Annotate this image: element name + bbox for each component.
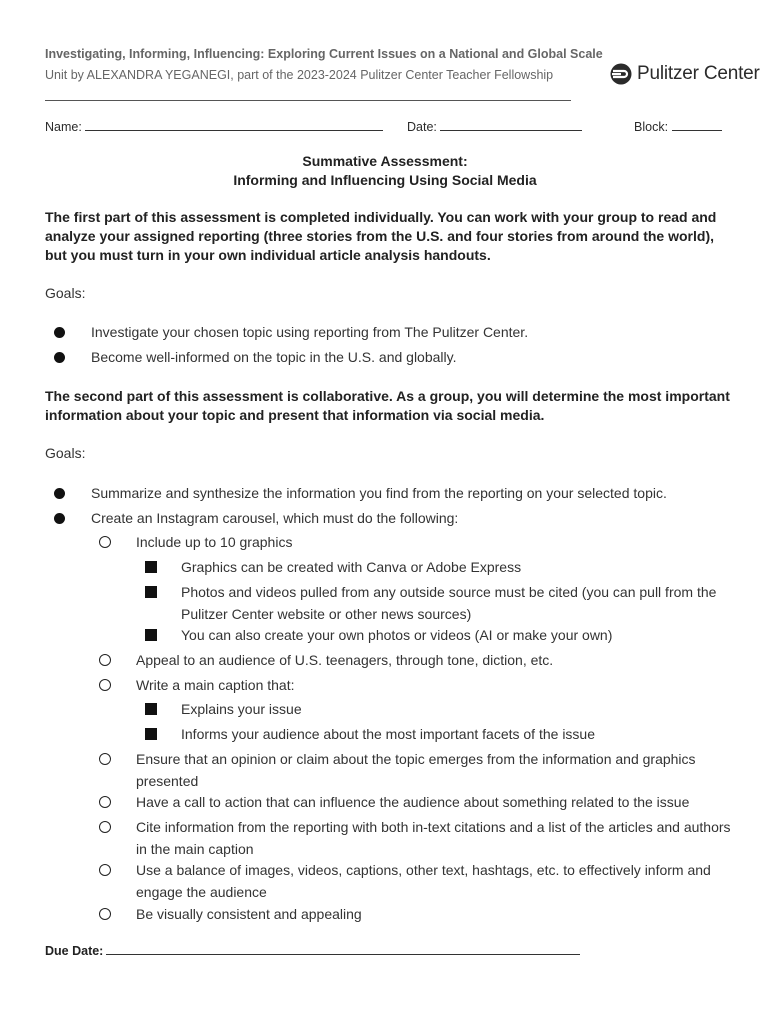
header-divider — [45, 100, 571, 101]
graphics-sub-item: Photos and videos pulled from any outside source must be cited (you can pull from the Pulitzer Center website or other news sources) — [181, 581, 726, 625]
due-date-field[interactable] — [45, 943, 580, 958]
unit-title: Investigating, Informing, Influencing: Exploring Current Issues on a National and Global Scale — [45, 47, 603, 61]
part1-intro: The first part of this assessment is completed individually. You can work with your group to read and analyze your assigned reporting (three stories from the U.S. and four stories from around the world), but you must turn in your own individual article analysis handouts. — [45, 209, 717, 263]
due-date-blank[interactable] — [106, 943, 580, 955]
requirement-item: Use a balance of images, videos, captions, other text, hashtags, etc. to effectively inform and engage the audience — [136, 859, 716, 903]
part2-intro: The second part of this assessment is collaborative. As a group, you will determine the most important information about your topic and present that information via social media. — [45, 388, 730, 423]
logo-text: Pulitzer Center — [637, 63, 760, 84]
block-label: Block: — [634, 120, 669, 134]
date-blank[interactable] — [440, 119, 582, 131]
name-field[interactable] — [45, 119, 383, 134]
caption-sub-item: Informs your audience about the most important facets of the issue — [181, 723, 595, 745]
graphics-sub-item: Graphics can be created with Canva or Adobe Express — [181, 556, 521, 578]
pulitzer-logo-icon — [609, 62, 633, 86]
date-field[interactable] — [407, 119, 582, 134]
requirement-item: Be visually consistent and appealing — [136, 903, 362, 925]
part1-goals-label: Goals: — [45, 285, 86, 301]
requirement-item: Include up to 10 graphics — [136, 531, 292, 553]
unit-subtitle: Unit by ALEXANDRA YEGANEGI, part of the 2023-2024 Pulitzer Center Teacher Fellowship — [45, 68, 554, 82]
part2-goals-label: Goals: — [45, 445, 86, 461]
part2-goal-1: Summarize and synthesize the information you find from the reporting on your selected topic. — [91, 482, 667, 504]
assessment-title-line1: Summative Assessment: — [302, 153, 468, 169]
requirement-item: Write a main caption that: — [136, 674, 294, 696]
graphics-sub-item: You can also create your own photos or videos (AI or make your own) — [181, 624, 612, 646]
requirement-item: Appeal to an audience of U.S. teenagers, through tone, diction, etc. — [136, 649, 553, 671]
requirement-item: Have a call to action that can influence the audience about something related to the issue — [136, 791, 689, 813]
part2-goal-2: Create an Instagram carousel, which must do the following: — [91, 507, 458, 529]
date-label: Date: — [407, 120, 437, 134]
name-label: Name: — [45, 120, 82, 134]
part1-goal-2: Become well-informed on the topic in the U.S. and globally. — [91, 346, 457, 368]
assessment-title-line2: Informing and Influencing Using Social Media — [233, 172, 537, 188]
due-date-label: Due Date: — [45, 944, 104, 958]
pulitzer-center-logo — [609, 62, 760, 86]
part1-goal-1: Investigate your chosen topic using reporting from The Pulitzer Center. — [91, 321, 528, 343]
caption-sub-item: Explains your issue — [181, 698, 302, 720]
requirement-item: Cite information from the reporting with both in-text citations and a list of the articles and authors in the main caption — [136, 816, 731, 860]
name-blank[interactable] — [85, 119, 383, 131]
block-field[interactable] — [634, 119, 722, 134]
requirement-item: Ensure that an opinion or claim about the topic emerges from the information and graphics presented — [136, 748, 696, 792]
block-blank[interactable] — [672, 119, 722, 131]
